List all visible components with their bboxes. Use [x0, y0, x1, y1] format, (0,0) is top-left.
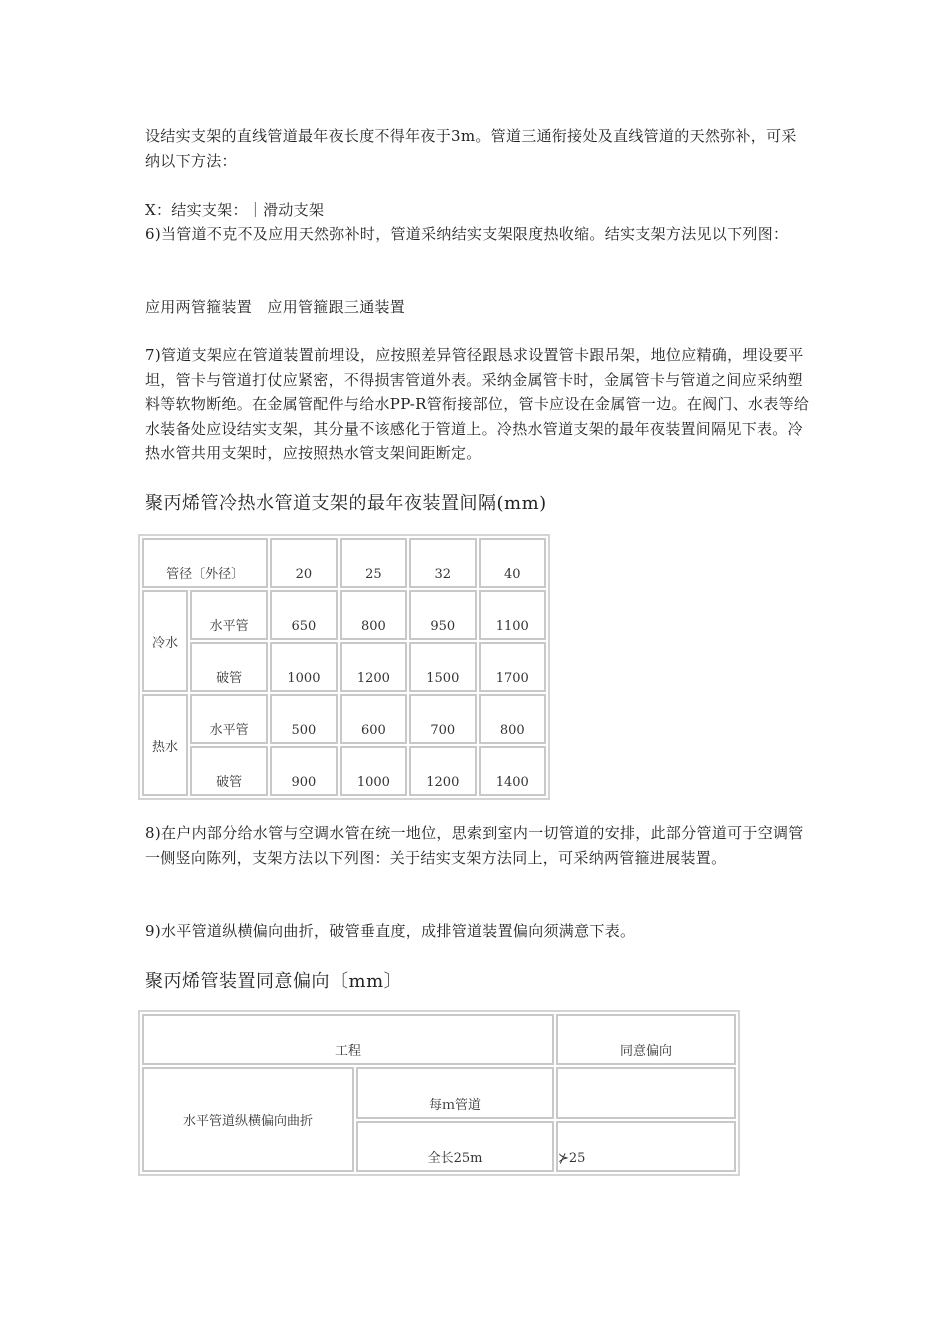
- table1-title: 聚丙烯管冷热水管道支架的最年夜装置间隔(mm): [145, 493, 547, 514]
- value-cell: [556, 1067, 736, 1118]
- value-cell: 650: [270, 590, 337, 640]
- table-row: [142, 1067, 736, 1118]
- value-cell: ⊁25: [556, 1121, 736, 1172]
- table-row: [142, 746, 546, 796]
- support-spacing-table: [140, 536, 548, 798]
- row-label-cell: 水平管: [190, 694, 268, 744]
- value-cell: 1200: [340, 642, 407, 692]
- table-row: [142, 590, 546, 640]
- row-label-cell: 水平管: [190, 590, 268, 640]
- group-cell-hot: 热水: [142, 694, 188, 796]
- value-cell: 1000: [340, 746, 407, 796]
- value-cell: 600: [340, 694, 407, 744]
- header-col-cell: 40: [479, 538, 546, 588]
- table-header-row: [142, 538, 546, 588]
- group-cell-cold: 冷水: [142, 590, 188, 692]
- group-cell-horizontal: 水平管道纵横偏向曲折: [142, 1067, 354, 1172]
- header-label-cell: 管径〔外径〕: [142, 538, 268, 588]
- value-cell: 900: [270, 746, 337, 796]
- value-cell: 800: [479, 694, 546, 744]
- value-cell: 1100: [479, 590, 546, 640]
- header-col-cell: 32: [409, 538, 476, 588]
- paragraph-install-methods: 应用两管箍装置 应用管箍跟三通装置: [145, 298, 406, 316]
- table-row: [142, 694, 546, 744]
- value-cell: 1000: [270, 642, 337, 692]
- value-cell: 1700: [479, 642, 546, 692]
- table2-title: 聚丙烯管装置同意偏向〔mm〕: [145, 971, 403, 992]
- paragraph-item-9: 9)水平管道纵横偏向曲折，破管垂直度，成排管道装置偏向须满意下表。: [145, 922, 636, 940]
- allowed-deviation-table: [140, 1012, 738, 1174]
- paragraph-item-6: 6)当管道不克不及应用天然弥补时，管道采纳结实支架限度热收缩。结实支架方法见以下列图：: [145, 225, 789, 243]
- value-cell: 800: [340, 590, 407, 640]
- row-label-cell: 每ｍ管道: [356, 1067, 554, 1118]
- paragraph-fixed-support: 设结实支架的直线管道最年夜长度不得年夜于3m。管道三通衔接处及直线管道的天然弥补，可采纳以下方法：: [145, 127, 797, 170]
- header-item-cell: 工程: [142, 1014, 554, 1065]
- row-label-cell: 破管: [190, 746, 268, 796]
- value-cell: 950: [409, 590, 476, 640]
- value-cell: 500: [270, 694, 337, 744]
- value-cell: 700: [409, 694, 476, 744]
- paragraph-item-7: 7)管道支架应在管道装置前埋设，应按照差异管径跟恳求设置管卡跟吊架，地位应精确，埋设要平坦，管卡与管道打仗应紧密，不得损害管道外表。采纳金属管卡时，金属管卡与管道之间应采纳塑料等软物断绝。在金属管配件与给水PP-R管衔接部位，管卡应设在金属管一边。在阀门、水表等给水装备处应设结实支架，其分量不该感化于管道上。冷热水管道支架的最年夜装置间隔见下表。冷热水管共用支架时，应按照热水管支架间距断定。: [145, 346, 810, 462]
- paragraph-legend: X：结实支架：｜滑动支架: [145, 201, 325, 219]
- value-cell: 1200: [409, 746, 476, 796]
- header-col-cell: 20: [270, 538, 337, 588]
- table-row: [142, 642, 546, 692]
- paragraph-item-8: 8)在户内部分给水管与空调水管在统一地位，思索到室内一切管道的安排，此部分管道可于空调管一侧竖向陈列，支架方法以下列图：关于结实支架方法同上，可采纳两管箍进展装置。: [145, 824, 804, 867]
- table-header-row: [142, 1014, 736, 1065]
- header-col-cell: 25: [340, 538, 407, 588]
- value-cell: 1400: [479, 746, 546, 796]
- row-label-cell: 破管: [190, 642, 268, 692]
- row-label-cell: 全长25m: [356, 1121, 554, 1172]
- value-cell: 1500: [409, 642, 476, 692]
- header-allowed-cell: 同意偏向: [556, 1014, 736, 1065]
